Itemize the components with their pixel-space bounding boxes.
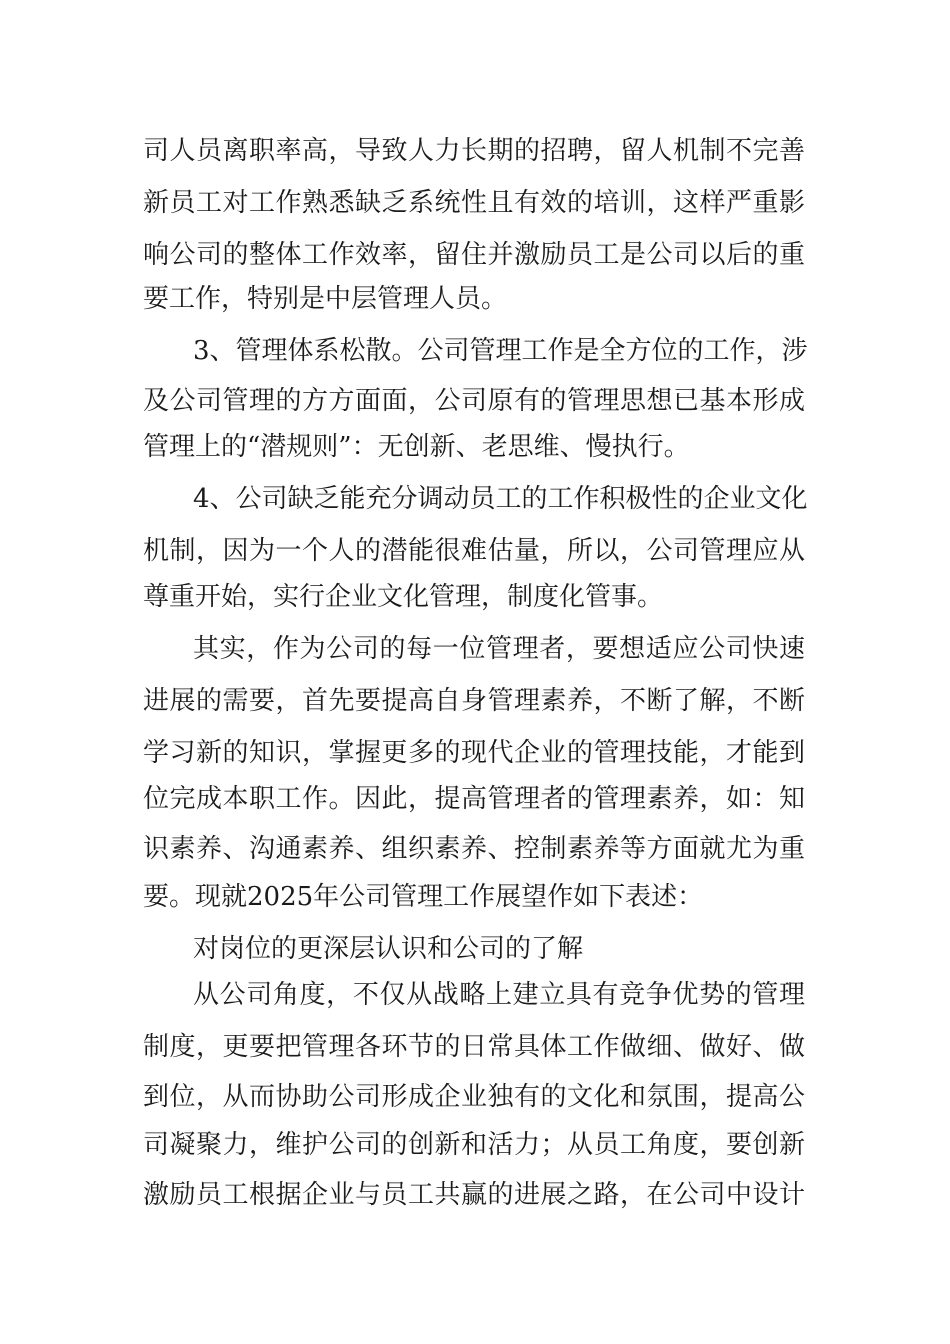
text-line (0, 926, 950, 972)
text-line-content: 学习新的知识，掌握更多的现代企业的管理技能，才能到 (143, 738, 805, 768)
text-line-content: 其实，作为公司的每一位管理者，要想适应公司快速 (193, 634, 805, 664)
text-line (0, 972, 950, 1018)
text-line (0, 276, 950, 322)
text-line-content: 位完成本职工作。因此，提高管理者的管理素养，如：知 (143, 784, 805, 814)
text-line-content: 司凝聚力，维护公司的创新和活力；从员工角度，要创新 (143, 1130, 805, 1160)
text-line-content: 对岗位的更深层认识和公司的了解 (193, 934, 584, 964)
text-line-content: 机制，因为一个人的潜能很难估量，所以，公司管理应从 (143, 536, 805, 566)
text-line-content: 4、公司缺乏能充分调动员工的工作积极性的企业文化 (193, 484, 808, 514)
text-line (0, 776, 950, 822)
text-line-content: 3、管理体系松散。公司管理工作是全方位的工作，涉 (193, 336, 808, 366)
text-line-content: 进展的需要，首先要提高自身管理素养，不断了解，不断 (143, 686, 805, 716)
text-line-content: 制度，更要把管理各环节的日常具体工作做细、做好、做 (143, 1032, 805, 1062)
text-line-content: 响公司的整体工作效率，留住并激励员工是公司以后的重 (143, 240, 805, 270)
text-line (0, 328, 950, 374)
text-line (0, 626, 950, 672)
text-line (0, 128, 950, 174)
text-line (0, 424, 950, 470)
text-line-content: 新员工对工作熟悉缺乏系统性且有效的培训，这样严重影 (143, 188, 805, 218)
text-line (0, 180, 950, 226)
text-line-content: 要工作，特别是中层管理人员。 (143, 284, 508, 314)
text-line (0, 232, 950, 278)
text-line (0, 1122, 950, 1168)
text-line-content: 到位，从而协助公司形成企业独有的文化和氛围，提高公 (143, 1082, 805, 1112)
text-line-content: 从公司角度，不仅从战略上建立具有竞争优势的管理 (193, 980, 805, 1010)
text-line (0, 730, 950, 776)
text-line (0, 1172, 950, 1218)
text-line (0, 528, 950, 574)
text-line (0, 476, 950, 522)
text-line (0, 678, 950, 724)
text-line (0, 1074, 950, 1120)
text-line (0, 826, 950, 872)
text-line-content: 及公司管理的方方面面，公司原有的管理思想已基本形成 (143, 386, 805, 416)
text-line (0, 574, 950, 620)
text-line (0, 378, 950, 424)
text-line (0, 874, 950, 920)
text-line-content: 尊重开始，实行企业文化管理，制度化管事。 (143, 582, 664, 612)
text-line-content: 识素养、沟通素养、组织素养、控制素养等方面就尤为重 (143, 834, 805, 864)
text-line-content: 要。现就2025年公司管理工作展望作如下表述： (143, 882, 704, 912)
text-line-content: 激励员工根据企业与员工共赢的进展之路，在公司中设计 (143, 1180, 805, 1210)
text-line (0, 1024, 950, 1070)
text-line-content: 管理上的“潜规则”：无创新、老思维、慢执行。 (143, 432, 690, 462)
text-line-content: 司人员离职率高，导致人力长期的招聘，留人机制不完善 (143, 136, 805, 166)
